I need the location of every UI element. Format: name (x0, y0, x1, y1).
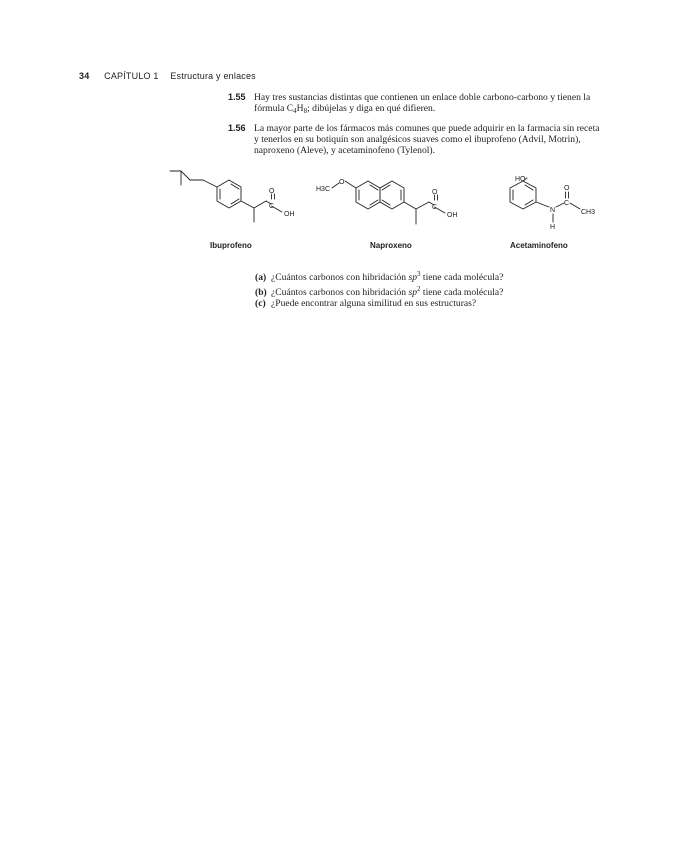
atom-label: CH3 (581, 209, 596, 216)
superscript: 2 (417, 284, 421, 293)
question-text: tiene cada molécula? (420, 286, 504, 298)
atom-label: O (269, 188, 275, 195)
subscript: 4 (293, 107, 297, 116)
problem-text-part: Hay tres sustancias distintas que contienen un enlace doble carbono-carbono y tienen la fórmula C (254, 92, 591, 115)
atom-label: C (432, 204, 438, 211)
acetaminophen-label: Acetaminofeno (510, 241, 568, 250)
superscript: 3 (417, 270, 421, 278)
question-text: ¿Puede encontrar alguna similitud en sus estructuras? (271, 298, 477, 310)
naproxen-structure (332, 181, 445, 224)
atom-label: O (339, 179, 345, 186)
atom-label: O (564, 185, 570, 192)
question-term: sp (408, 286, 418, 298)
chapter-label: CAPÍTULO 1 (104, 71, 159, 81)
atom-label: HO (515, 176, 526, 183)
atom-label: C (269, 203, 275, 210)
subscript: 8 (303, 107, 308, 116)
question-key: (a) (255, 272, 267, 283)
atom-label: O (432, 189, 438, 196)
atom-label: OH (284, 211, 295, 218)
atom-label: OH (447, 212, 458, 219)
problem-number: 1.56 (228, 123, 246, 133)
problem-text-part: ; dibújelas y diga en qué difieren. (307, 103, 436, 115)
atom-label: H3C (316, 186, 331, 193)
atom-label: C (564, 200, 570, 207)
question-key: (c) (255, 298, 266, 310)
page-number: 34 (79, 71, 90, 81)
question-item (255, 284, 503, 299)
question-text: tiene cada molécula? (420, 272, 504, 283)
section-title: Estructura y enlaces (170, 71, 256, 81)
question-term: sp (408, 272, 418, 283)
question-item (255, 269, 503, 284)
problem-number: 1.55 (228, 92, 246, 102)
naproxen-label: Naproxeno (370, 241, 412, 250)
problem-text-part: H (296, 103, 304, 115)
question-list (255, 269, 503, 310)
question-key: (b) (255, 286, 267, 298)
atom-label: N (550, 207, 556, 214)
ibuprofen-label: Ibuprofeno (210, 241, 252, 250)
ibuprofen-structure (170, 171, 282, 222)
question-text: ¿Cuántos carbonos con hibridación (271, 272, 409, 283)
question-text: ¿Cuántos carbonos con hibridación (271, 286, 409, 298)
acetaminophen-structure (510, 178, 580, 222)
problem-text: La mayor parte de los fármacos más comunes que puede adquirir en la farmacia sin receta y tenerlos en su botiquín son analgésicos suaves como el ibuprofeno (Advil, Motrin), naproxeno (Aleve), y acetaminofeno (Tylenol). (254, 123, 600, 157)
question-item (255, 298, 503, 310)
atom-label: H (550, 224, 556, 231)
